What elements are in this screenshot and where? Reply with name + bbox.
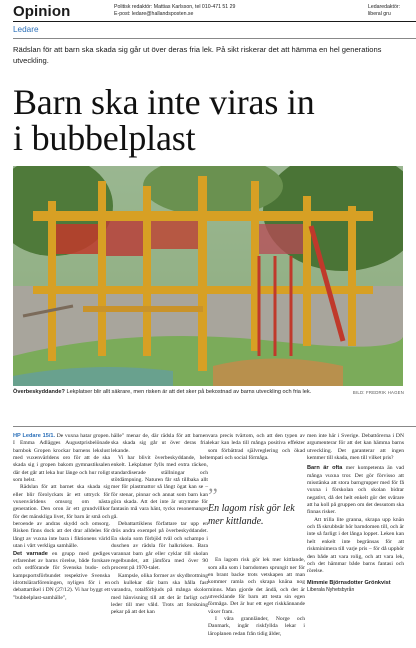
article-ingress: Rädslan för att barn ska skada sig går ut över deras fria lek. På sikt riskerar det att hämma en hel generations utveckling. [13, 45, 382, 65]
red-panel-4 [259, 224, 303, 254]
col2-paragraph-4: Kampsle, olika former av skydbrottning och kullekar där barn ska hålla fast varandra, totalförbjuds på många skolor med hänvisning till att det är farligt och leder till mer våld. Trots att forskning pekar på att det kan [111, 572, 208, 616]
column-2 [111, 433, 208, 617]
photo-credit: BILD: FREDRIK HAGEN [352, 390, 404, 395]
col1-paragraph-3: Det varnade en grupp med gediges erfarenhet av barns rörelse, både forskare och ordförande för Svenska budo- och kampsportsförbundet respektive Svenska idrottslärarföreningen, nyligen för i en debattartikel i DN (27/12). Vi har byggt ett "bubbelplast-samhälle", [13, 550, 110, 601]
col2-paragraph-2: Vi har blivit överbeskyddande, helt enkelt. Lekplatser fylls med extra räcken, standardiserade ställningar och stötdämpning. Naturen får stå tillbaka allt mer för plastmattor så långt ögat kan se – för stenar, pinnar och annat som barn kan göra skada. Att det inte är utrymme för fantasin må vara hänt, tycks resonemanget gå. [111, 455, 208, 520]
byline [307, 580, 404, 594]
caption-text: Lekplatser blir allt säkrare, men risken är att det sker på bekostnad av barns utveckling och fria lek. [64, 389, 312, 395]
header-rule [13, 21, 416, 22]
article-kicker: Ledare [13, 25, 39, 34]
post-4 [198, 176, 207, 371]
author-name: Mimmie Björnsdotter Grönkvist [307, 579, 391, 586]
column-1 [13, 433, 110, 602]
col1-paragraph-1: HP Ledare 15/1. De vuxna hatar gropen. I Emma Adlägges Augustprisbelönade barnbok Gropen krockar barnens lekslust med vuxenvärldens oro för att de ska skada sig i gropen bakom gymnastiksalen där det går att leka hur länge och hur roligt som helst. [13, 433, 110, 484]
masthead-editor: Politisk redaktör: Mattias Karlsson, tel 010-471 51 29 [114, 4, 236, 10]
col3-paragraph-1: vara precis tvärtom, och att den typen av lekar kan leda till många positiva effekter som förbättrad självreglering och ökad empati och social förmåga. [208, 433, 305, 462]
post-3 [143, 186, 151, 356]
playground-photo [13, 166, 403, 386]
article-headline [13, 84, 405, 156]
col4-paragraph-1: men inte här i Sverige. Debattörerna i DN argumenterar för att det kan hämma barns utveckling. Det garanterar att ingen kemmer till skada, men till vilket pris? [307, 433, 404, 462]
col1-paragraph-2: Rädslan för att barnet ska skada sig eller blir förolyckats är ett uttryck för vuxenvärldens omsorg om nästa generation. Den oron är ett grundvillkor för det mänskliga livet, för barn är små och beroende av andras skydd och omsorg. Risken finns dock att det drar alldeles för långt av vuxna inte bara i fiktionens värld utan i vårt verkliga samhälle. [13, 484, 110, 550]
column-3 [208, 433, 305, 638]
col4-subhead: Barn är ofta [307, 465, 343, 472]
post-6 [303, 196, 311, 346]
lower-beam [83, 306, 203, 312]
masthead-email: E-post: ledare@hallandsposten.se [114, 11, 194, 17]
col2-paragraph-3: Debattartiklens författare tar upp en drös andra exempel på överbeskyddandet. En skola som förbjöd tvål och schampo i duschen av rädsla för halkrisken. Bara varannat barn går eller cyklar till skolan regelbundet, att jämföra med över 90 procent på 1970-talet. [111, 521, 208, 572]
red-panel-1 [56, 224, 98, 254]
ground-orange-mat [213, 359, 343, 387]
caption-lead: Överbeskyddande? [13, 389, 65, 395]
author-affiliation: Liberala Nyhetsbyrån [307, 586, 355, 593]
col4-paragraph-2: Barn är ofta mer kompetenta än vad många vuxna tror. Det gör förvisso att misstänka att stora barngrupper med för få vuxna i förskolan och skolan bidrar negativt, då det helt enkelt gör det svårare att ha koll på gruppen om det dessutom ska finnas risker. [307, 465, 404, 516]
quote-mark-icon: ” [208, 483, 218, 508]
col3-paragraph-3: I våra grannländer, Norge och Danmark, ingår riskfyllda lekar i läroplanen redan från tidig ålder, [208, 616, 305, 637]
playground-illustration [13, 166, 403, 386]
col2-paragraph-1: hälle" menar de, där rädsla för att barnen ska skada sig går ut över deras fria lekande. [111, 433, 208, 454]
col4-paragraph-3: Att trilla lite granna, skrapa upp knän och få skrubbsår hör barndomen till, och är inte så farligt i det långa loppet. Leken kan helt enkelt inte begränsas för att riskminimera till varje pris – för då upphör den både att vara rolig, och att vara lek, och det hämmar både barns fantasi och rörelse. [307, 516, 404, 575]
headline-line-1: Barn ska inte viras in [13, 82, 315, 122]
column-4 [307, 433, 404, 594]
masthead-corner-line2: liberal gru [368, 11, 391, 17]
kicker-rule [13, 38, 416, 39]
col1-subhead: Det varnade [13, 550, 48, 557]
post-2 [98, 181, 106, 356]
section-title: Opinion [13, 3, 71, 20]
pullquote: En lagom risk gör lek mer kittlande. [208, 503, 295, 527]
masthead [114, 4, 235, 18]
post-7 [348, 206, 356, 346]
post-1 [48, 201, 56, 361]
dateline: HP Ledare 15/1. [13, 433, 56, 439]
masthead-corner-line1: Ledaredaktör: [368, 4, 401, 10]
headline-line-2: i bubbelplast [13, 118, 196, 158]
platform-beam [33, 286, 373, 294]
red-panel-3 [151, 221, 198, 249]
page-header [0, 0, 416, 20]
caption-rule [13, 426, 416, 427]
red-panel-2 [106, 221, 143, 256]
masthead-corner [368, 4, 416, 18]
col3-paragraph-2: En lagom risk gör lek mer kittlande, som alla som i barndomen sprungit ner för en brant backe trots vetskapen att man kommer ramla och skrapa knäna nog minns. Man gjorde det ändå, och det är utvecklande för barn att testa sin egen förmåga. Det är hur ett eget riskkännande växer fram. [208, 557, 305, 615]
photo-caption [13, 389, 349, 396]
